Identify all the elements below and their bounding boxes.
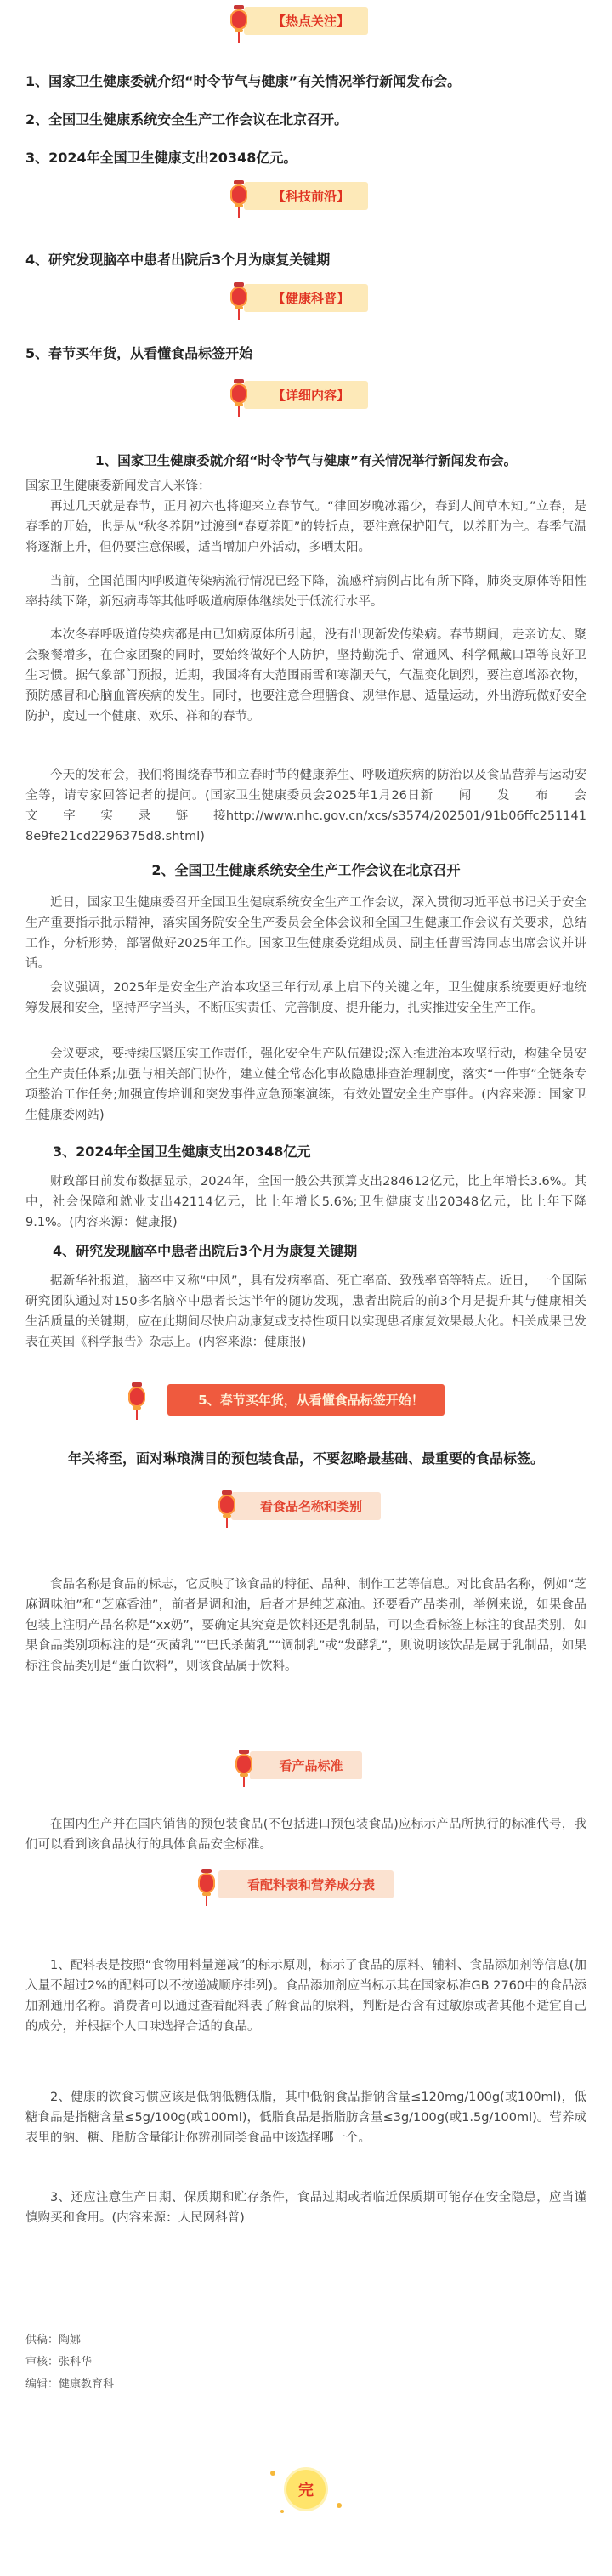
credit-editor: 编辑：健康教育科 <box>26 2378 115 2391</box>
article3-paragraph: 财政部日前发布数据显示，2024年，全国一般公共预算支出284612亿元，比上年增长3.6%。其中，社会保障和就业支出42114亿元，比上年增长5.6%;卫生健康支出20348亿元，比上年下降9.1%。(内容来源：健康报) <box>26 1175 586 1229</box>
section-label: 【热点关注】 <box>244 7 368 35</box>
section-label: 看产品标准 <box>250 1751 361 1779</box>
section-label: 看配料表和营养成分表 <box>218 1870 394 1898</box>
sparkle-icon <box>337 2503 342 2508</box>
article1-paragraph: 当前，全国范围内呼吸道传染病流行情况已经下降，流感样病例占比有所下降，肺炎支原体等阳性率持续下降，新冠病毒等其他呼吸道病原体继续处于低流行水平。 <box>26 575 586 609</box>
article4-title: 4、研究发现脑卒中患者出院后3个月为康复关键期 <box>53 1243 358 1259</box>
article1-title: 1、国家卫生健康委就介绍“时令节气与健康”有关情况举行新闻发布会。 <box>94 453 518 468</box>
article5-paragraph: 2、健康的饮食习惯应该是低钠低糖低脂，其中低钠食品指钠含量≤120mg/100g(或100ml)，低糖食品是指糖含量≤5g/100g(或100ml)，低脂食品是指脂肪含量≤3g/100g(或1.5g/100ml)。营养成表里的钠、糖、脂肪含量能让你辨别同类食品中该选择哪一个。 <box>26 2091 586 2145</box>
article1-paragraph: 再过几天就是春节，正月初六也将迎来立春节气。“律回岁晚冰霜少，春到人间草木知。”立春，是春季的开始，也是从“秋冬养阴”过渡到“春夏养阳”的转折点，要注意保护阳气，以养肝为主。春季气温将逐渐上升，但仍要注意保暖，适当增加户外活动，多晒太阳。 <box>26 500 586 554</box>
article2-paragraph: 会议强调，2025年是安全生产治本攻坚三年行动承上启下的关键之年，卫生健康系统要更好地统筹发展和安全，坚持严字当头，不断压实责任、完善制度、提升能力，扎实推进安全生产工作。 <box>26 981 586 1015</box>
lantern-icon <box>230 282 248 320</box>
article3-title: 3、2024年全国卫生健康支出20348亿元 <box>53 1143 311 1160</box>
headline-2[interactable]: 2、全国卫生健康系统安全生产工作会议在北京召开。 <box>26 111 348 128</box>
credit-provider: 供稿：陶娜 <box>26 2334 82 2346</box>
section-spring-tip <box>0 1384 612 1416</box>
section-label: 【详细内容】 <box>244 381 368 409</box>
article2-title: 2、全国卫生健康系统安全生产工作会议在北京召开 <box>151 862 461 878</box>
section-food-name <box>0 1492 612 1520</box>
section-sci-tech <box>0 182 612 210</box>
article1-speaker: 国家卫生健康委新闻发言人米锋： <box>26 479 211 493</box>
lantern-icon <box>230 180 248 218</box>
lantern-icon <box>128 1382 146 1420</box>
section-product-std <box>0 1751 612 1779</box>
section-label: 看食品名称和类别 <box>231 1492 381 1520</box>
lantern-icon <box>230 5 248 43</box>
lantern-icon <box>235 1750 253 1787</box>
article2-paragraph: 会议要求，要持续压紧压实工作责任，强化安全生产队伍建设;深入推进治本攻坚行动，构建全员安全生产责任体系;加强与相关部门协作，建立健全常态化事故隐患排查治理制度，落实“一件事”全链条专项整治工作任务;加强宣传培训和突发事件应急预案演练，有效处置安全生产事件。(内容来源：国家卫生健康委网站) <box>26 1047 586 1122</box>
section-label: 【科技前沿】 <box>244 182 368 210</box>
article1-paragraph-link: 今天的发布会，我们将围绕春节和立春时节的健康养生、呼吸道疾病的防治以及食品营养与运动安全等，请专家回答记者的提问。(国家卫生健康委员会2025年1月26日新 闻 发 布 会 文 字 实 录 链 接http://www.nhc.gov.cn/xcs/s3574/202501/91b06ffc2511418e9fe21cd2296375d8.shtml) <box>26 769 611 843</box>
lantern-icon <box>230 379 248 417</box>
credit-reviewer: 审核：张科华 <box>26 2356 93 2369</box>
section-details <box>0 381 612 409</box>
lantern-icon <box>218 1490 236 1528</box>
article5-paragraph: 3、还应注意生产日期、保质期和贮存条件，食品过期或者临近保质期可能存在安全隐患，应当谨慎购买和食用。(内容来源：人民网科普) <box>26 2191 586 2225</box>
article5-paragraph: 1、配料表是按照“食物用料量递减”的标示原则，标示了食品的原料、辅料、食品添加剂等信息(加入量不超过2%的配料可以不按递减顺序排列)。食品添加剂应当标示其在国家标准GB 2760中的食品添加剂通用名称。消费者可以通过查看配料表了解食品的原料，判断是否含有过敏原或者其他不适宜自己的成分，并根据个人口味选择合适的食品。 <box>26 1959 586 2034</box>
section-ingredients <box>0 1870 612 1898</box>
sparkle-icon <box>270 2471 275 2476</box>
sparkle-icon <box>280 2510 284 2513</box>
article1-paragraph: 本次冬春呼吸道传染病都是由已知病原体所引起，没有出现新发传染病。春节期间，走亲访友、聚会聚餐增多，在合家团聚的同时，要始终做好个人防护，坚持勤洗手、常通风、科学佩戴口罩等良好卫生习惯。据气象部门预报，近期，我国将有大范围雨雪和寒潮天气，气温变化剧烈，要注意增添衣物，预防感冒和心脑血管疾病的发生。同时，也要注意合理膳食、规律作息、适量运动，外出游玩做好安全防护，度过一个健康、欢乐、祥和的春节。 <box>26 628 586 723</box>
section-hot-focus <box>0 7 612 35</box>
headline-4[interactable]: 4、研究发现脑卒中患者出院后3个月为康复关键期 <box>26 252 331 268</box>
article4-paragraph: 据新华社报道，脑卒中又称“中风”，具有发病率高、死亡率高、致残率高等特点。近日，一个国际研究团队通过对150多名脑卒中患者长达半年的随访发现，患者出院后的前3个月是提升其与健康相关生活质量的关键期，应在此期间尽快启动康复或支持性项目以实现患者康复效果最大化。相关成果已发表在英国《科学报告》杂志上。(内容来源：健康报) <box>26 1274 586 1349</box>
section-health-sci <box>0 284 612 312</box>
article5-paragraph: 在国内生产并在国内销售的预包装食品(不包括进口预包装食品)应标示产品所执行的标准代号，我们可以看到该食品执行的具体食品安全标准。 <box>26 1818 586 1852</box>
lantern-icon <box>197 1869 216 1906</box>
section-label: 5、春节买年货，从看懂食品标签开始！ <box>167 1384 444 1416</box>
article2-paragraph: 近日，国家卫生健康委召开全国卫生健康系统安全生产工作会议，深入贯彻习近平总书记关于安全生产重要指示批示精神，落实国务院安全生产委员会全体会议和全国卫生健康工作会议有关要求，总结工作，分析形势，部署做好2025年工作。国家卫生健康委党组成员、副主任曹雪涛同志出席会议并讲话。 <box>26 896 586 971</box>
article5-lead: 年关将至，面对琳琅满目的预包装食品，不要忽略最基础、最重要的食品标签。 <box>67 1450 544 1467</box>
headline-3[interactable]: 3、2024年全国卫生健康支出20348亿元。 <box>26 150 298 166</box>
article5-paragraph: 食品名称是食品的标志，它反映了该食品的特征、品种、制作工艺等信息。对比食品名称，例如“芝麻调味油”和“芝麻香油”，前者是调和油，后者才是纯芝麻油。还要看产品类别，举例来说，如果食品包装上注明产品名称是“xx奶”，要确定其究竟是饮料还是乳制品，可以查看标签上标注的食品类别，如果食品类别项标注的是“灭菌乳”“巴氏杀菌乳”“调制乳”或“发酵乳”，则说明该饮品是属于乳制品，如果标注食品类别是“蛋白饮料”，则该食品属于饮料。 <box>26 1578 587 1673</box>
end-mark: 完 <box>286 2470 326 2509</box>
headline-1[interactable]: 1、国家卫生健康委就介绍“时令节气与健康”有关情况举行新闻发布会。 <box>26 73 462 89</box>
headline-5[interactable]: 5、春节买年货，从看懂食品标签开始 <box>26 345 253 361</box>
section-label: 【健康科普】 <box>244 284 368 312</box>
